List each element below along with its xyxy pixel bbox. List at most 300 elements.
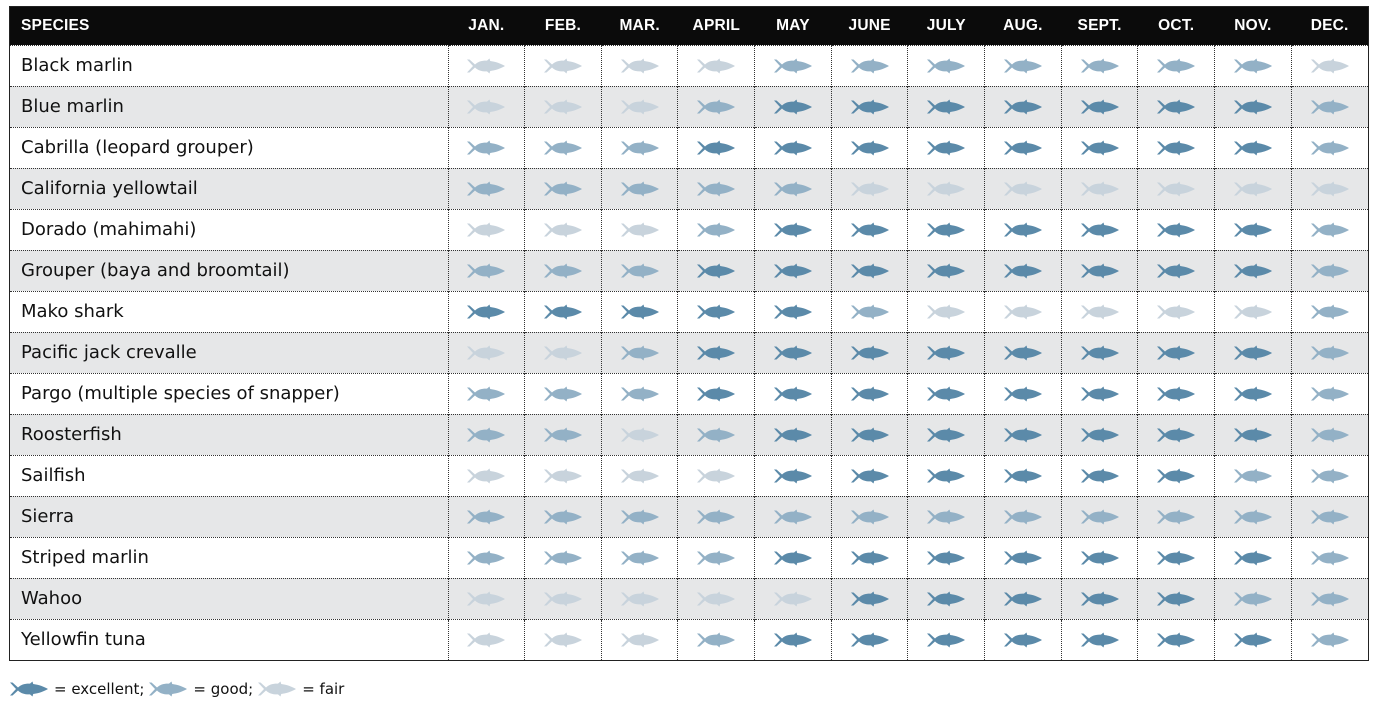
rating-cell — [1138, 414, 1215, 455]
fish-icon-good — [832, 509, 908, 525]
rating-cell — [601, 168, 678, 209]
rating-cell — [831, 291, 908, 332]
table-row — [10, 332, 1368, 373]
fishing-calendar-table — [9, 6, 1369, 661]
rating-cell — [1291, 209, 1368, 250]
fish-icon-excellent — [832, 140, 908, 156]
rating-cell — [985, 127, 1062, 168]
rating-cell — [908, 332, 985, 373]
fish-icon-good — [525, 427, 601, 443]
fish-icon-good — [985, 509, 1061, 525]
fish-icon-good — [1215, 468, 1291, 484]
rating-cell — [1291, 168, 1368, 209]
fish-icon-fair — [602, 222, 678, 238]
fish-icon-good — [1215, 591, 1291, 607]
fish-icon-excellent — [832, 345, 908, 361]
rating-cell — [601, 45, 678, 86]
fish-icon-excellent — [985, 632, 1061, 648]
rating-cell — [908, 496, 985, 537]
species-name: Cabrilla (leopard grouper) — [10, 127, 448, 168]
fish-icon-good — [1215, 509, 1291, 525]
rating-cell — [1138, 373, 1215, 414]
month-header: JUNE — [848, 16, 891, 34]
species-name: Pargo (multiple species of snapper) — [10, 373, 448, 414]
rating-cell — [755, 373, 832, 414]
month-header: MAR. — [619, 16, 660, 34]
fish-icon-excellent — [755, 468, 831, 484]
fish-icon-good — [678, 632, 754, 648]
rating-cell — [1061, 332, 1138, 373]
fish-icon-fair — [1138, 181, 1214, 197]
fish-icon-good — [602, 386, 678, 402]
month-header: JAN. — [468, 16, 505, 34]
fish-icon-fair — [678, 58, 754, 74]
rating-cell — [831, 496, 908, 537]
fish-icon-excellent — [908, 632, 984, 648]
fish-icon-excellent — [1215, 99, 1291, 115]
rating-cell — [1061, 414, 1138, 455]
fish-icon-excellent — [755, 427, 831, 443]
rating-cell — [678, 127, 755, 168]
rating-cell — [601, 537, 678, 578]
fish-icon-good — [525, 509, 601, 525]
rating-cell — [678, 250, 755, 291]
fish-icon-excellent — [832, 632, 908, 648]
rating-cell — [985, 250, 1062, 291]
fish-icon-excellent — [908, 345, 984, 361]
rating-cell — [1215, 496, 1292, 537]
rating-cell — [448, 455, 525, 496]
fish-icon-excellent — [908, 427, 984, 443]
fish-icon-good — [908, 58, 984, 74]
rating-cell — [831, 168, 908, 209]
fish-icon-good — [449, 550, 525, 566]
rating-cell — [1061, 537, 1138, 578]
fish-icon-excellent — [908, 99, 984, 115]
fish-icon-excellent — [985, 263, 1061, 279]
rating-cell — [755, 250, 832, 291]
fish-icon-excellent — [985, 550, 1061, 566]
rating-cell — [525, 537, 602, 578]
fish-icon-good — [1292, 263, 1368, 279]
fish-icon-fair — [602, 632, 678, 648]
fish-icon-excellent — [908, 591, 984, 607]
fish-icon-good — [449, 427, 525, 443]
rating-cell — [1291, 86, 1368, 127]
rating-cell — [908, 45, 985, 86]
rating-cell — [1291, 455, 1368, 496]
fish-icon-excellent — [908, 263, 984, 279]
rating-cell — [525, 414, 602, 455]
fish-icon-good — [1292, 99, 1368, 115]
month-header: APRIL — [692, 16, 741, 34]
rating-cell — [448, 578, 525, 619]
rating-cell — [1215, 45, 1292, 86]
rating-cell — [1138, 496, 1215, 537]
fish-icon-fair — [908, 304, 984, 320]
fish-icon-fair — [525, 345, 601, 361]
rating-cell — [1215, 537, 1292, 578]
month-header: DEC. — [1310, 16, 1349, 34]
fish-icon-good — [1062, 58, 1138, 74]
fish-icon-excellent — [1138, 263, 1214, 279]
rating-cell — [601, 250, 678, 291]
rating-cell — [525, 619, 602, 660]
fish-icon-fair — [678, 591, 754, 607]
fish-icon-excellent — [755, 345, 831, 361]
fish-icon-good — [1292, 304, 1368, 320]
table-row — [10, 414, 1368, 455]
fish-icon-excellent — [1138, 345, 1214, 361]
fish-icon-excellent — [1062, 222, 1138, 238]
fish-icon-good — [602, 345, 678, 361]
fish-icon-good — [1138, 509, 1214, 525]
fish-icon-good — [678, 99, 754, 115]
rating-cell — [678, 168, 755, 209]
rating-cell — [831, 86, 908, 127]
species-name: Black marlin — [10, 45, 448, 86]
rating-cell — [678, 455, 755, 496]
fish-icon-excellent — [1138, 386, 1214, 402]
rating-cell — [755, 168, 832, 209]
fish-icon-excellent — [449, 304, 525, 320]
fish-icon-fair — [257, 681, 302, 697]
fish-icon-good — [678, 222, 754, 238]
fish-icon-excellent — [755, 304, 831, 320]
fish-icon-fair — [832, 181, 908, 197]
rating-cell — [525, 45, 602, 86]
rating-cell — [1291, 45, 1368, 86]
rating-cell — [1138, 168, 1215, 209]
table-row — [10, 45, 1368, 86]
species-name: Dorado (mahimahi) — [10, 209, 448, 250]
fish-icon-excellent — [1215, 222, 1291, 238]
rating-cell — [1291, 373, 1368, 414]
rating-cell — [755, 332, 832, 373]
legend-fair — [257, 680, 344, 698]
rating-cell — [601, 414, 678, 455]
rating-cell — [985, 619, 1062, 660]
rating-cell — [1061, 127, 1138, 168]
fish-icon-excellent — [1138, 140, 1214, 156]
rating-cell — [601, 291, 678, 332]
fish-icon-excellent — [832, 99, 908, 115]
fish-icon-excellent — [985, 140, 1061, 156]
header-row — [10, 7, 1368, 45]
fish-icon-excellent — [678, 140, 754, 156]
table-row — [10, 86, 1368, 127]
table-row — [10, 537, 1368, 578]
species-name: Sailfish — [10, 455, 448, 496]
rating-cell — [755, 619, 832, 660]
fish-icon-good — [678, 181, 754, 197]
rating-cell — [601, 496, 678, 537]
rating-cell — [908, 127, 985, 168]
rating-cell — [1138, 619, 1215, 660]
fish-icon-excellent — [1062, 591, 1138, 607]
fish-icon-fair — [449, 58, 525, 74]
rating-cell — [678, 619, 755, 660]
rating-cell — [1138, 291, 1215, 332]
rating-cell — [525, 86, 602, 127]
fish-icon-good — [525, 386, 601, 402]
rating-cell — [831, 414, 908, 455]
fish-icon-excellent — [985, 427, 1061, 443]
rating-cell — [1291, 537, 1368, 578]
rating-cell — [448, 414, 525, 455]
fish-icon-excellent — [832, 386, 908, 402]
rating-cell — [525, 496, 602, 537]
fish-icon-excellent — [1138, 99, 1214, 115]
month-header: FEB. — [544, 16, 582, 34]
fish-icon-fair — [1138, 304, 1214, 320]
fish-icon-fair — [525, 591, 601, 607]
fish-icon-fair — [1292, 58, 1368, 74]
fish-icon-good — [1292, 140, 1368, 156]
rating-cell — [1215, 373, 1292, 414]
rating-cell — [1061, 86, 1138, 127]
rating-cell — [1291, 127, 1368, 168]
fish-icon-good — [148, 681, 193, 697]
rating-cell — [678, 496, 755, 537]
fish-icon-excellent — [908, 550, 984, 566]
species-name: Pacific jack crevalle — [10, 332, 448, 373]
fish-icon-good — [1292, 591, 1368, 607]
rating-cell — [1215, 291, 1292, 332]
rating-cell — [448, 250, 525, 291]
fish-icon-excellent — [985, 99, 1061, 115]
fish-icon-fair — [449, 345, 525, 361]
rating-cell — [985, 168, 1062, 209]
rating-cell — [601, 619, 678, 660]
rating-cell — [831, 209, 908, 250]
fish-icon-excellent — [1215, 632, 1291, 648]
rating-cell — [908, 455, 985, 496]
fish-icon-fair — [602, 58, 678, 74]
fish-icon-good — [1292, 632, 1368, 648]
fish-icon-excellent — [1138, 632, 1214, 648]
rating-cell — [985, 496, 1062, 537]
rating-cell — [1138, 86, 1215, 127]
rating-cell — [1138, 578, 1215, 619]
rating-cell — [601, 86, 678, 127]
fish-icon-good — [449, 386, 525, 402]
fish-icon-fair — [985, 181, 1061, 197]
table-row — [10, 168, 1368, 209]
fish-icon-excellent — [678, 345, 754, 361]
fish-icon-good — [755, 58, 831, 74]
fish-icon-excellent — [1138, 591, 1214, 607]
table-row — [10, 578, 1368, 619]
fish-icon-excellent — [1062, 550, 1138, 566]
fish-icon-good — [1292, 427, 1368, 443]
fish-icon-good — [449, 140, 525, 156]
fish-icon-excellent — [832, 263, 908, 279]
rating-cell — [985, 332, 1062, 373]
fish-icon-good — [449, 509, 525, 525]
rating-cell — [1061, 209, 1138, 250]
fish-icon-good — [1292, 468, 1368, 484]
rating-cell — [525, 168, 602, 209]
species-name: Sierra — [10, 496, 448, 537]
fish-icon-fair — [1215, 181, 1291, 197]
rating-cell — [908, 168, 985, 209]
rating-cell — [1138, 209, 1215, 250]
fish-icon-excellent — [832, 427, 908, 443]
rating-cell — [525, 455, 602, 496]
rating-cell — [448, 45, 525, 86]
rating-cell — [985, 86, 1062, 127]
rating-cell — [525, 373, 602, 414]
rating-cell — [1291, 291, 1368, 332]
rating-cell — [1215, 619, 1292, 660]
legend-good — [148, 680, 253, 698]
fish-icon-good — [449, 263, 525, 279]
fish-icon-excellent — [908, 140, 984, 156]
rating-cell — [908, 537, 985, 578]
fish-icon-excellent — [1062, 386, 1138, 402]
fish-icon-excellent — [755, 222, 831, 238]
rating-cell — [755, 209, 832, 250]
fish-icon-excellent — [908, 386, 984, 402]
fish-icon-excellent — [678, 263, 754, 279]
rating-cell — [1138, 537, 1215, 578]
table-row — [10, 619, 1368, 660]
rating-cell — [908, 373, 985, 414]
fish-icon-fair — [449, 468, 525, 484]
rating-cell — [448, 168, 525, 209]
rating-cell — [908, 209, 985, 250]
rating-cell — [678, 209, 755, 250]
legend-excellent-label: = excellent; — [54, 680, 145, 698]
rating-cell — [1291, 496, 1368, 537]
fish-icon-fair — [602, 99, 678, 115]
table-row — [10, 455, 1368, 496]
fish-icon-good — [832, 304, 908, 320]
rating-cell — [1061, 168, 1138, 209]
fish-icon-good — [1292, 509, 1368, 525]
species-name: California yellowtail — [10, 168, 448, 209]
rating-cell — [1215, 127, 1292, 168]
table-row — [10, 373, 1368, 414]
fish-icon-fair — [449, 632, 525, 648]
species-name: Roosterfish — [10, 414, 448, 455]
fish-icon-fair — [602, 427, 678, 443]
fish-icon-fair — [449, 222, 525, 238]
fish-icon-excellent — [832, 591, 908, 607]
month-header: NOV. — [1234, 16, 1272, 34]
rating-cell — [831, 619, 908, 660]
legend-good-label: = good; — [193, 680, 254, 698]
rating-cell — [908, 250, 985, 291]
fish-icon-good — [908, 509, 984, 525]
rating-cell — [448, 619, 525, 660]
fish-icon-fair — [1215, 304, 1291, 320]
fish-icon-fair — [525, 632, 601, 648]
fish-icon-excellent — [832, 222, 908, 238]
fish-icon-fair — [525, 58, 601, 74]
fish-icon-excellent — [755, 632, 831, 648]
rating-cell — [1215, 578, 1292, 619]
rating-cell — [755, 455, 832, 496]
month-header: MAY — [776, 16, 810, 34]
rating-cell — [1215, 168, 1292, 209]
table-row — [10, 291, 1368, 332]
table-row — [10, 209, 1368, 250]
rating-cell — [1291, 619, 1368, 660]
rating-cell — [1061, 250, 1138, 291]
fish-icon-excellent — [1138, 550, 1214, 566]
rating-cell — [831, 537, 908, 578]
fish-icon-excellent — [602, 304, 678, 320]
rating-cell — [448, 86, 525, 127]
rating-cell — [1215, 86, 1292, 127]
fish-icon-excellent — [9, 681, 54, 697]
rating-cell — [1061, 291, 1138, 332]
fish-icon-good — [1292, 550, 1368, 566]
species-name: Wahoo — [10, 578, 448, 619]
rating-cell — [525, 127, 602, 168]
calendar-grid — [10, 7, 1368, 660]
rating-cell — [831, 332, 908, 373]
fish-icon-good — [755, 181, 831, 197]
fish-icon-good — [602, 181, 678, 197]
rating-cell — [678, 537, 755, 578]
fish-icon-good — [1292, 386, 1368, 402]
rating-cell — [601, 373, 678, 414]
table-row — [10, 496, 1368, 537]
rating-cell — [678, 86, 755, 127]
fish-icon-excellent — [1138, 222, 1214, 238]
legend — [9, 676, 348, 702]
fish-icon-excellent — [1062, 99, 1138, 115]
fish-icon-fair — [525, 222, 601, 238]
rating-cell — [1291, 332, 1368, 373]
rating-cell — [1138, 45, 1215, 86]
legend-excellent — [9, 680, 144, 698]
rating-cell — [448, 332, 525, 373]
rating-cell — [985, 414, 1062, 455]
fish-icon-good — [832, 58, 908, 74]
fish-icon-excellent — [1062, 263, 1138, 279]
rating-cell — [831, 127, 908, 168]
fish-icon-excellent — [985, 345, 1061, 361]
rating-cell — [908, 86, 985, 127]
fish-icon-excellent — [1215, 386, 1291, 402]
fish-icon-good — [449, 181, 525, 197]
rating-cell — [678, 414, 755, 455]
fish-icon-excellent — [1062, 632, 1138, 648]
fish-icon-good — [602, 509, 678, 525]
fish-icon-good — [1138, 58, 1214, 74]
fish-icon-excellent — [1062, 427, 1138, 443]
fish-icon-excellent — [1215, 263, 1291, 279]
fish-icon-excellent — [985, 386, 1061, 402]
rating-cell — [525, 250, 602, 291]
fish-icon-fair — [602, 468, 678, 484]
fish-icon-good — [755, 509, 831, 525]
fish-icon-fair — [908, 181, 984, 197]
rating-cell — [1291, 250, 1368, 291]
fish-icon-excellent — [755, 140, 831, 156]
fish-icon-good — [525, 263, 601, 279]
fish-icon-good — [678, 550, 754, 566]
rating-cell — [601, 127, 678, 168]
rating-cell — [1138, 455, 1215, 496]
rating-cell — [525, 332, 602, 373]
species-name: Yellowfin tuna — [10, 619, 448, 660]
fish-icon-excellent — [755, 550, 831, 566]
